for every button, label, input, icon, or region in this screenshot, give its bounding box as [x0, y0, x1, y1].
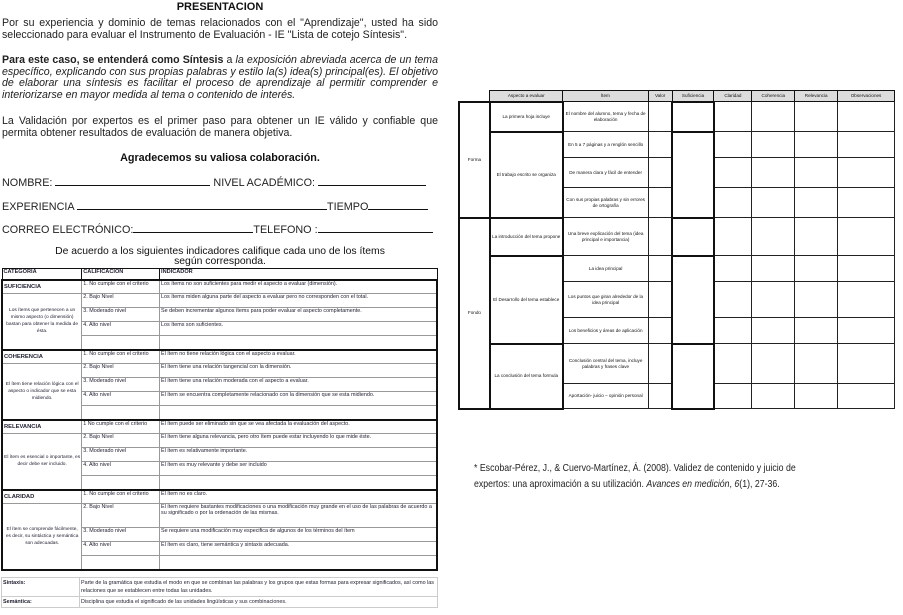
reference-volume: 6	[734, 479, 740, 490]
observaciones-cell[interactable]	[838, 158, 895, 188]
category-name: SUFICIENCIA	[2, 280, 82, 294]
rating-level: 4. Alto nivel	[82, 322, 160, 336]
coherencia-cell[interactable]	[752, 158, 795, 188]
claridad-cell[interactable]	[714, 188, 752, 218]
column-header: Relevancia	[795, 91, 838, 102]
rating-indicator: El ítem es relativamente importante.	[160, 448, 437, 462]
glossary-row	[2, 578, 438, 597]
item-cell: Los beneficios y áreas de aplicación	[563, 318, 649, 344]
spacer-cell	[160, 406, 437, 420]
item-cell: En 5 a 7 páginas y a renglón sencillo	[563, 132, 649, 158]
relevancia-cell[interactable]	[795, 158, 838, 188]
table-row	[459, 218, 895, 256]
glossary-term: Semántica:	[2, 597, 80, 608]
rating-level: 2. Bajo Nivel	[82, 434, 160, 448]
table-row	[459, 256, 895, 282]
relevancia-cell[interactable]	[795, 218, 838, 256]
observaciones-cell[interactable]	[838, 344, 895, 384]
rating-indicator: El ítem puede ser eliminado sin que se vea afectada la evaluación del aspecto.	[160, 420, 437, 434]
column-header: Observaciones	[838, 91, 895, 102]
telefono-field[interactable]	[318, 223, 433, 233]
rating-indicator: El ítem se encuentra completamente relacionado con la dimensión que se esta midiendo.	[160, 392, 437, 406]
category-name: COHERENCIA	[2, 350, 82, 364]
telefono-label: TELEFONO :	[253, 224, 318, 236]
spacer-cell	[82, 406, 160, 420]
claridad-cell[interactable]	[714, 384, 752, 409]
category-name: CLARIDAD	[2, 490, 82, 504]
item-cell: Conclusión central del tema, incluye palabras y frases clave	[563, 344, 649, 384]
aspect-cell: La conclusión del tema formula	[490, 344, 563, 409]
synthesis-term: Para este caso, se entenderá como Síntesis	[2, 54, 224, 66]
reference-citation	[474, 461, 814, 493]
valor-cell[interactable]	[648, 158, 672, 188]
relevancia-cell[interactable]	[795, 344, 838, 384]
claridad-cell[interactable]	[714, 318, 752, 344]
relevancia-cell[interactable]	[795, 188, 838, 218]
evaluation-table	[458, 90, 895, 410]
valor-cell	[648, 344, 672, 384]
coherencia-cell[interactable]	[752, 102, 795, 132]
rating-level: 3. Moderado nivel	[82, 528, 160, 542]
section-name: Fondo	[459, 218, 490, 409]
suficiencia-cell[interactable]	[672, 256, 714, 344]
rating-level: 3. Moderado nivel	[82, 308, 160, 322]
observaciones-cell[interactable]	[838, 102, 895, 132]
column-header: Aspecto a evaluar	[490, 91, 563, 102]
observaciones-cell[interactable]	[838, 218, 895, 256]
rating-level: 2. Bajo Nivel	[82, 504, 160, 528]
rating-level: 3. Moderado nivel	[82, 448, 160, 462]
intro-paragraph-2	[2, 55, 438, 101]
coherencia-cell[interactable]	[752, 218, 795, 256]
instructions	[0, 247, 440, 267]
rating-level: 1. No cumple con el criterio	[82, 280, 160, 294]
tiempo-label: TIEMPO	[327, 201, 369, 213]
glossary-definition: Parte de la gramática que estudia el modo en que se combinan las palabras y los grupos que estas formas para expresar significados, así como las relaciones que se establecen entre todas las unidades.	[80, 578, 438, 597]
rating-level: 1 No cumple con el criterio	[82, 420, 160, 434]
column-header: Claridad	[714, 91, 752, 102]
glossary-row	[2, 597, 438, 608]
rating-indicator: El ítem tiene una relación moderada con el aspecto a evaluar.	[160, 378, 437, 392]
synthesis-definition: la exposición abreviada acerca de un tema específico, explicando con sus propias palabras y estilo la(s) idea(s) principal(es). El objetivo de elaborar una síntesis es facilitar el proceso de aprendizaje al permitir comprender e interiorizarse en mayor medida al tema o contenido de interés.	[2, 54, 439, 101]
item-cell: Los puntos que giran alrededor de la idea principal	[563, 282, 649, 318]
correo-label: CORREO ELECTRÓNICO:	[2, 224, 134, 236]
category-name: RELEVANCIA	[2, 420, 82, 434]
table-row	[2, 490, 437, 504]
valor-cell	[648, 102, 672, 132]
table-row	[459, 344, 895, 384]
nombre-label: NOMBRE:	[2, 177, 53, 189]
tiempo-field[interactable]	[368, 200, 428, 210]
column-header: Suficiencia	[672, 91, 714, 102]
category-description: El ítem tiene relación lógica con el aspecto o indicador que se esta midiendo.	[2, 364, 82, 420]
item-cell: La idea principal	[563, 256, 649, 282]
table-row	[2, 504, 437, 528]
item-cell: Una breve explicación del tema (idea principal e importancia)	[563, 218, 649, 256]
experiencia-label: EXPERIENCIA	[2, 201, 75, 213]
rating-indicator: El ítem requiere bastantes modificaciones o una modificación muy grande en el uso de las palabras de acuerdo a su significado o por la ordenación de las mismas.	[160, 504, 437, 528]
item-cell: Aportación- juicio – opinión personal	[563, 384, 649, 409]
intro-paragraph-3: La Validación por expertos es el primer paso para obtener un IE válido y confiable que permita obtener resultados de evaluación de manera objetiva.	[2, 115, 438, 139]
rating-level: 1. No cumple con el criterio	[82, 350, 160, 364]
valor-cell[interactable]	[648, 318, 672, 344]
nivel-label: NIVEL ACADÉMICO:	[213, 177, 315, 189]
coherencia-cell[interactable]	[752, 256, 795, 282]
rating-indicator: El ítem no tiene relación lógica con el aspecto a evaluar.	[160, 350, 437, 364]
table-row	[2, 364, 437, 378]
coherencia-cell[interactable]	[752, 132, 795, 158]
valor-cell	[648, 132, 672, 158]
observaciones-cell[interactable]	[838, 188, 895, 218]
instructions-line-1: De acuerdo a los siguientes indicadores califique cada uno de los ítems	[55, 246, 385, 257]
reference-sep: ,	[729, 479, 735, 490]
instructions-line-2: según corresponda.	[174, 256, 266, 267]
coherencia-cell[interactable]	[752, 384, 795, 409]
header-row	[2, 269, 437, 280]
relevancia-cell[interactable]	[795, 384, 838, 409]
column-header: Valor	[648, 91, 672, 102]
claridad-cell[interactable]	[714, 132, 752, 158]
table-row	[2, 350, 437, 364]
contact-row	[2, 223, 433, 236]
claridad-cell[interactable]	[714, 344, 752, 384]
aspect-cell: El Desarrollo del tema establece	[490, 256, 563, 344]
valor-cell	[648, 256, 672, 282]
glossary-term: Sintaxis:	[2, 578, 80, 597]
rating-level: 4. Alto nivel	[82, 542, 160, 556]
suficiencia-cell[interactable]	[672, 102, 714, 132]
table-row	[459, 132, 895, 158]
valor-cell[interactable]	[648, 188, 672, 218]
suficiencia-cell[interactable]	[672, 132, 714, 218]
coherencia-cell[interactable]	[752, 282, 795, 318]
claridad-cell[interactable]	[714, 256, 752, 282]
observaciones-cell[interactable]	[838, 132, 895, 158]
item-cell: Con sus propias palabras y sin errores de ortografía	[563, 188, 649, 218]
rating-indicator: Se requiere una modificación muy especifica de algunos de los términos del ítem	[160, 528, 437, 542]
rating-level: 2. Bajo Nivel	[82, 294, 160, 308]
header-row	[459, 91, 895, 102]
spacer-cell	[160, 556, 437, 570]
coherencia-cell[interactable]	[752, 318, 795, 344]
table-row	[2, 420, 437, 434]
observaciones-cell[interactable]	[838, 384, 895, 409]
relevancia-cell[interactable]	[795, 102, 838, 132]
observaciones-cell[interactable]	[838, 318, 895, 344]
item-cell: De manera clara y fácil de entender	[563, 158, 649, 188]
relevancia-cell[interactable]	[795, 132, 838, 158]
experience-row	[2, 200, 428, 213]
criteria-table	[1, 268, 438, 571]
spacer-cell	[82, 336, 160, 350]
page-title: PRESENTACION	[176, 1, 264, 13]
reference-pages: (1), 27-36.	[739, 479, 780, 490]
rating-indicator: Los ítems son suficientes.	[160, 322, 437, 336]
experiencia-field[interactable]	[77, 200, 327, 210]
coherencia-cell[interactable]	[752, 344, 795, 384]
valor-cell[interactable]	[648, 282, 672, 318]
column-header: CALIFICACIÓN	[82, 269, 160, 280]
reference-text: * Escobar-Pérez, J., & Cuervo-Martínez, Á. (2008). Validez de contenido y juicio de expertos: una aproximación a su utilización.	[474, 463, 796, 490]
rating-level: 1. No cumple con el criterio	[82, 490, 160, 504]
corner-cell	[459, 91, 490, 102]
column-header: Ítem	[563, 91, 649, 102]
aspect-cell: La introducción del tema propone	[490, 218, 563, 256]
spacer-cell	[160, 476, 437, 490]
observaciones-cell[interactable]	[838, 282, 895, 318]
table-row	[2, 294, 437, 308]
category-description: El ítem se comprende fácilmente, es decir, su sintáctica y semántica son adecuadas.	[2, 504, 82, 570]
column-header: CATEGORIA	[2, 269, 82, 280]
rating-level: 3. Moderado nivel	[82, 378, 160, 392]
nombre-field[interactable]	[55, 176, 210, 186]
relevancia-cell[interactable]	[795, 318, 838, 344]
spacer-cell	[82, 556, 160, 570]
column-header: INDICADOR	[160, 269, 437, 280]
claridad-cell[interactable]	[714, 158, 752, 188]
nivel-field[interactable]	[318, 176, 426, 186]
spacer-cell	[160, 336, 437, 350]
rating-indicator: Los ítems no son suficientes para medir el aspecto a evaluar (dimensión).	[160, 280, 437, 294]
correo-field[interactable]	[133, 223, 253, 233]
rating-indicator: El ítem tiene alguna relevancia, pero otro ítem puede estar incluyendo lo que mide éste.	[160, 434, 437, 448]
claridad-cell[interactable]	[714, 218, 752, 256]
table-row	[2, 280, 437, 294]
category-description: El ítem es esencial o importante, es decir debe ser incluido.	[2, 434, 82, 490]
aspect-cell: El trabajo escrito se organiza	[490, 132, 563, 218]
table-row	[2, 434, 437, 448]
rating-indicator: El ítem es claro, tiene semántica y sintaxis adecuada.	[160, 542, 437, 556]
rating-indicator: El ítem tiene una relación tangencial con la dimensión.	[160, 364, 437, 378]
claridad-cell[interactable]	[714, 282, 752, 318]
spacer-cell	[82, 476, 160, 490]
connector: a	[223, 54, 236, 66]
thanks-text: Agradecemos su valiosa colaboración.	[120, 152, 320, 164]
rating-level: 4. Alto nivel	[82, 392, 160, 406]
observaciones-cell[interactable]	[838, 256, 895, 282]
rating-level: 4. Alto nivel	[82, 462, 160, 476]
glossary-definition: Disciplina que estudia el significado de las unidades lingüísticas y sus combinaciones.	[80, 597, 438, 608]
category-description: Los ítems que pertenecen a un mismo aspecto (o dimensión) bastan para obtener la medida de ésta.	[2, 294, 82, 350]
rating-indicator: Se deben incrementar algunos ítems para poder evaluar el aspecto completamente.	[160, 308, 437, 322]
claridad-cell[interactable]	[714, 102, 752, 132]
rating-indicator: El ítem es muy relevante y debe ser incluido	[160, 462, 437, 476]
valor-cell	[648, 218, 672, 256]
column-header: Coherencia	[752, 91, 795, 102]
relevancia-cell[interactable]	[795, 282, 838, 318]
aspect-cell: La primera hoja incluye	[490, 102, 563, 132]
valor-cell[interactable]	[648, 384, 672, 409]
name-row	[2, 176, 426, 189]
suficiencia-cell[interactable]	[672, 218, 714, 256]
intro-paragraph-1: Por su experiencia y dominio de temas relacionados con el "Aprendizaje", usted ha sido seleccionado para evaluar el Instrumento de Evaluación - IE "Lista de cotejo Síntesis".	[2, 17, 438, 41]
rating-indicator: Los ítems miden alguna parte del aspecto a evaluar pero no corresponden con el total.	[160, 294, 437, 308]
glossary-table	[1, 577, 438, 608]
table-row	[459, 102, 895, 132]
rating-indicator: El ítem no es claro.	[160, 490, 437, 504]
suficiencia-cell[interactable]	[672, 344, 714, 409]
reference-journal: Avances en medición	[646, 479, 730, 490]
section-name: Forma	[459, 102, 490, 218]
coherencia-cell[interactable]	[752, 188, 795, 218]
item-cell: El nombre del alumno, tema y fecha de elaboración	[563, 102, 649, 132]
relevancia-cell[interactable]	[795, 256, 838, 282]
rating-level: 2. Bajo Nivel	[82, 364, 160, 378]
